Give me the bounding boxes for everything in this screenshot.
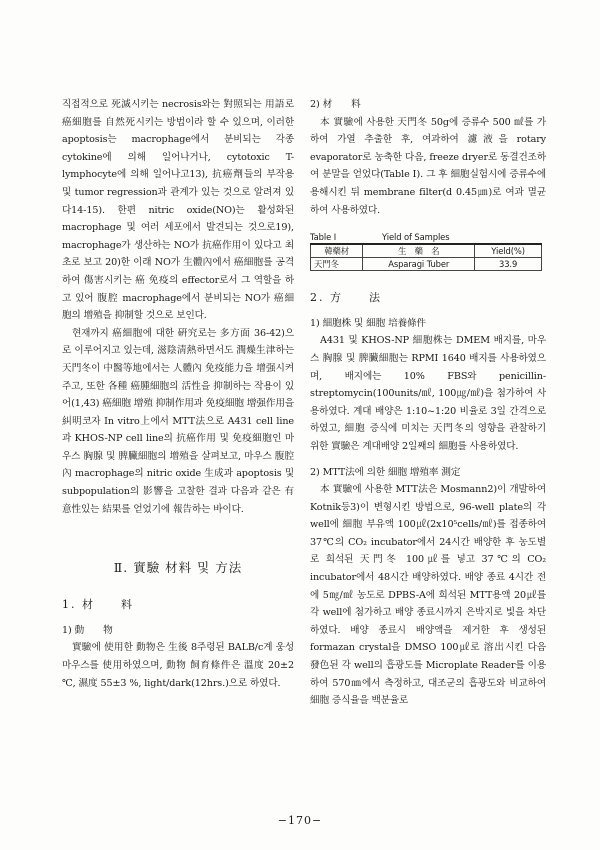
table-header-cell: Yield(%): [475, 244, 542, 258]
table-header-cell: 生 藥 名: [363, 244, 475, 258]
culture-paragraph: A431 및 KHOS-NP 細胞株는 DMEM 배지를, 마우스 胸腺 및 脾臟細胞는 RPMI 1640 배지를 사용하였으며, 배지에는 10% FBS와 penicillin-streptomycin(100units/㎖, 100㎍/㎖)을 첨가하여 사용하였다. 계대 배양은 1:10~1:20 비율로 3일 간격으로 하였고, 細胞 증식에 미치는 天門冬의 영향을 관찰하기 위한 實驗은 계대배양 2일째의 細胞를 사용하였다.: [310, 335, 546, 452]
right-column: [310, 96, 546, 710]
table-header-row: [311, 244, 542, 258]
drug-paragraph: 本 實驗에 사용한 天門冬 50g에 증류수 500 ㎖를 가하여 가열 추출한 후, 여과하여 濾液을 rotary evaporator로 농축한 다음, freeze dryer로 동결건조하여 분말을 얻었다(Table Ⅰ). 그 후 細胞실험시에 증류수에 용해시킨 뒤 membrane filter(d 0.45㎛)로 여과 멸균하여 사용하였다.: [310, 116, 546, 216]
table-cell: 33.9: [475, 258, 542, 271]
table-row: [311, 258, 542, 271]
heading-mtt: 2) MTT法에 의한 細胞 增殖率 測定: [310, 466, 461, 478]
table-header-cell: 韓藥材: [311, 244, 363, 258]
table-caption-title: Yield of Samples: [382, 232, 450, 243]
mtt-paragraph: 本 實驗에 사용한 MTT法은 Mosmann2)이 개발하여 Kotnik등3)이 변형시킨 방법으로, 96-well plate의 각 well에 細胞 부유액 100㎕(2x10⁵cells/㎖)를 접종하여 37℃의 CO₂ incubator에서 24시간 배양한 후 농도별로 희석된 天門冬 100㎕를 넣고 37℃의 CO₂ incubator에서 48시간 배양하였다. 배양 종료 4시간 전에 5㎎/㎖ 농도로 DPBS-A에 희석된 MTT용액 20㎕를 각 well에 첨가하고 배양 종료시까지 은박지로 빛을 차단하였다. 배양 종료시 배양액을 제거한 후 생성된 formazan crystal을 DMSO 100㎕로 溶出시킨 다음 發色된 각 well의 흡광도를 Microplate Reader를 이용하여 570㎚에서 측정하고, 대조군의 흡광도와 비교하여 細胞 증식율을 백분율로: [310, 484, 546, 707]
intro-paragraph-1: 직접적으로 死滅시키는 necrosis와는 對照되는 用語로 癌細胞를 自然死시키는 방법이라 할 수 있으며, 이러한 apoptosis는 macrophage에서 분비되는 각종 cytokine에 의해 일어나거나, cytotoxic T-lymphocyte에 의해 일어나고13), 抗癌劑들의 부작용 및 tumor regression과 관계가 있는 것으로 알려져 있다14-15). 한편 nitric oxide(NO)는 활성화된 macrophage 및 여러 세포에서 발견되는 것으로19), macrophage가 생산하는 NO가 抗癌作用이 있다고 최초로 보고 20)한 이래 NO가 生體內에서 癌細胞를 공격하여 傷害시키는 癌 免疫의 effector로서 그 역할을 하고 있어 腹腔 macrophage에서 분비되는 NO가 癌細胞의 增殖을 抑制할 것으로 보인다.: [62, 99, 294, 322]
table-caption-label: Table Ⅰ: [310, 232, 337, 243]
page-number: −170−: [277, 814, 323, 827]
section-title: Ⅱ. 實驗 材料 및 方法: [113, 560, 243, 576]
left-column: [62, 96, 294, 692]
yield-table: [310, 243, 542, 271]
heading-materials: 1. 材 料: [62, 598, 134, 612]
table-cell: Asparagi Tuber: [363, 258, 475, 271]
table-cell: 天門冬: [311, 258, 363, 271]
intro-paragraph-2: 현재까지 癌細胞에 대한 硏究로는 多方面 36-42)으로 이루어지고 있는데, 滋陰淸熱하면서도 潤燥生津하는 天門冬이 中醫等地에서는 人體內 免疫能力을 增强시켜주고, 또한 各種 癌腫細胞의 活性을 抑制하는 작용이 있어(1,43) 癌細胞 增殖 抑制作用과 免疫細胞 增强作用을 糾明코자 In vitro上에서 MTT法으로 A431 cell line과 KHOS-NP cell line의 抗癌作用 및 免疫細胞인 마우스 胸腺 및 脾臟細胞의 增殖을 살펴보고, 마우스 腹腔內 macrophage의 nitric oxide 生成과 apoptosis 및 subpopulation의 影響을 고찰한 결과 다음과 같은 有意性있는 結果를 얻었기에 報告하는 바이다.: [62, 327, 294, 515]
heading-culture: 1) 細胞株 및 細胞 培養條件: [310, 317, 427, 329]
animals-paragraph: 實驗에 使用한 動物은 生後 8주령된 BALB/c계 웅성 마우스를 使用하였으며, 動物 飼育條件은 溫度 20±2 ℃, 濕度 55±3 %, light/dark(12hrs.)으로 하였다.: [62, 642, 294, 689]
table-caption: [310, 231, 546, 243]
heading-methods: 2. 方 法: [310, 291, 382, 305]
heading-drug-materials: 2) 材 料: [310, 99, 361, 110]
heading-animals: 1) 動 物: [62, 624, 113, 636]
